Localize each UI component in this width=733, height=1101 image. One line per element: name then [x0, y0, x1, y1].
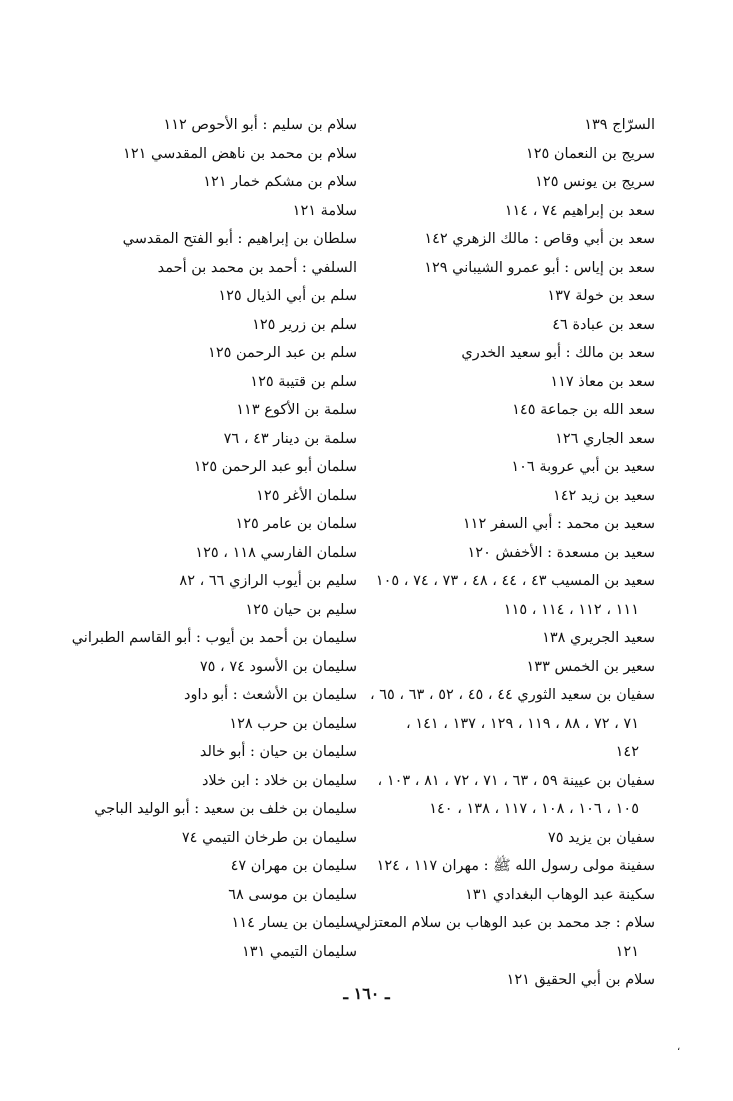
index-entry: سفينة مولى رسول الله ﷺ : مهران ١١٧ ، ١٢٤ [376, 858, 655, 874]
index-entry: سليم بن حيان ١٢٥ [245, 601, 357, 618]
index-entry: سعد الجاري ١٢٦ [555, 430, 655, 447]
index-entry: سلمان أبو عبد الرحمن ١٢٥ [193, 459, 357, 475]
index-entry: سلام : جد محمد بن عبد الوهاب بن سلام المعتزلي [354, 915, 655, 931]
index-entry: سليم بن أيوب الرازي ٦٦ ، ٨٢ [179, 573, 357, 589]
index-entry: سلمان بن عامر ١٢٥ [235, 516, 357, 532]
index-entry: سعد بن معاذ ١١٧ [550, 373, 655, 390]
index-entry: سليمان بن يسار ١١٤ [231, 915, 357, 931]
index-entry: سليمان بن خلف بن سعيد : أبو الوليد الباجي [94, 801, 357, 817]
index-entry: سفيان بن يزيد ٧٥ [547, 829, 655, 846]
index-entry: سليمان بن طرخان التيمي ٧٤ [181, 829, 357, 846]
index-entry: سعد بن أبي وقاص : مالك الزهري ١٤٢ [424, 231, 655, 247]
index-entry: سعد بن خولة ١٣٧ [547, 288, 655, 304]
index-entry: سفيان بن سعيد الثوري ٤٤ ، ٤٥ ، ٥٢ ، ٦٣ ، ٦٥ ، [369, 687, 655, 703]
index-entry: سريج بن النعمان ١٢٥ [525, 145, 655, 162]
index-entry: ٧١ ، ٧٢ ، ٨٨ ، ١١٩ ، ١٢٩ ، ١٣٧ ، ١٤١ ، [406, 715, 639, 732]
index-entry: سلم بن زرير ١٢٥ [252, 316, 357, 333]
index-entry: سلمة بن الأكوع ١١٣ [236, 402, 357, 418]
index-entry: سعيد الجريري ١٣٨ [542, 630, 655, 646]
index-entry: سلامة ١٢١ [292, 202, 357, 219]
index-entry: سعير بن الخمس ١٣٣ [526, 658, 655, 675]
index-entry: سفيان بن عيينة ٥٩ ، ٦٣ ، ٧١ ، ٧٢ ، ٨١ ، ١٠٣ ، [377, 772, 655, 789]
index-entry: سلام بن محمد بن ناهض المقدسي ١٢١ [123, 145, 357, 162]
index-entry: سليمان بن الأشعث : أبو داود [184, 687, 357, 703]
index-entry: سعد الله بن جماعة ١٤٥ [512, 402, 655, 418]
index-entry: سليمان بن حرب ١٢٨ [229, 715, 357, 732]
index-entry: سعيد بن أبي عروبة ١٠٦ [511, 459, 655, 475]
page-number: ـ ١٦٠ ـ [343, 984, 390, 1003]
index-entry: سليمان بن خلاد : ابن خلاد [201, 772, 357, 789]
index-entry: سلم بن قتيبة ١٢٥ [250, 373, 357, 390]
index-entry: سعد بن عبادة ٤٦ [552, 316, 655, 333]
index-entry: سليمان التيمي ١٣١ [241, 943, 357, 960]
index-entry: سعد بن إبراهيم ٧٤ ، ١١٤ [504, 202, 655, 219]
index-entry: سلام بن سليم : أبو الأحوص ١١٢ [163, 117, 357, 133]
index-entry: سليمان بن موسى ٦٨ [228, 886, 357, 903]
index-entry: سلمان الفارسي ١١٨ ، ١٢٥ [195, 544, 357, 561]
index-entry: سلم بن أبي الذيال ١٢٥ [218, 288, 357, 304]
index-column-right [355, 111, 655, 995]
index-column-left [57, 111, 357, 966]
index-entry: ١١١ ، ١١٢ ، ١١٤ ، ١١٥ [503, 601, 639, 618]
index-entry: سلام بن أبي الحقيق ١٢١ [506, 972, 655, 988]
index-entry: سليمان بن الأسود ٧٤ ، ٧٥ [199, 658, 357, 675]
index-entry: السرّاج ١٣٩ [584, 117, 655, 133]
index-entry: سلمة بن دينار ٤٣ ، ٧٦ [223, 430, 357, 447]
index-entry: سليمان بن أحمد بن أيوب : أبو القاسم الطبراني [71, 630, 357, 646]
index-entry: سعيد بن المسيب ٤٣ ، ٤٤ ، ٤٨ ، ٧٣ ، ٧٤ ، ١٠٥ [375, 573, 655, 589]
index-entry: سكينة عبد الوهاب البغدادي ١٣١ [464, 886, 655, 903]
index-entry: سلطان بن إبراهيم : أبو الفتح المقدسي [122, 231, 357, 247]
index-entry: سعيد بن محمد : أبي السفر ١١٢ [462, 516, 655, 532]
margin-mark: ، [677, 1042, 681, 1053]
index-entry: سلم بن عبد الرحمن ١٢٥ [208, 345, 357, 361]
index-entry: سعيد بن مسعدة : الأخفش ١٢٠ [467, 544, 655, 561]
index-entry: ١٠٥ ، ١٠٦ ، ١٠٨ ، ١١٧ ، ١٣٨ ، ١٤٠ [429, 801, 639, 817]
index-entry: ١٢١ [615, 943, 639, 960]
index-entry: سلمان الأغر ١٢٥ [256, 487, 357, 504]
index-entry: ١٤٢ [615, 744, 639, 760]
index-entry: السلفي : أحمد بن محمد بن أحمد [157, 259, 357, 276]
index-entry: سعد بن إياس : أبو عمرو الشيباني ١٢٩ [424, 259, 655, 276]
index-entry: سعد بن مالك : أبو سعيد الخدري [461, 345, 655, 361]
index-entry: سليمان بن حيان : أبو خالد [199, 744, 357, 760]
index-entry: سعيد بن زيد ١٤٢ [552, 487, 655, 504]
index-entry: سريج بن يونس ١٢٥ [535, 174, 655, 190]
index-entry: سلام بن مشكم خمار ١٢١ [203, 174, 357, 190]
index-entry: سليمان بن مهران ٤٧ [230, 858, 357, 874]
